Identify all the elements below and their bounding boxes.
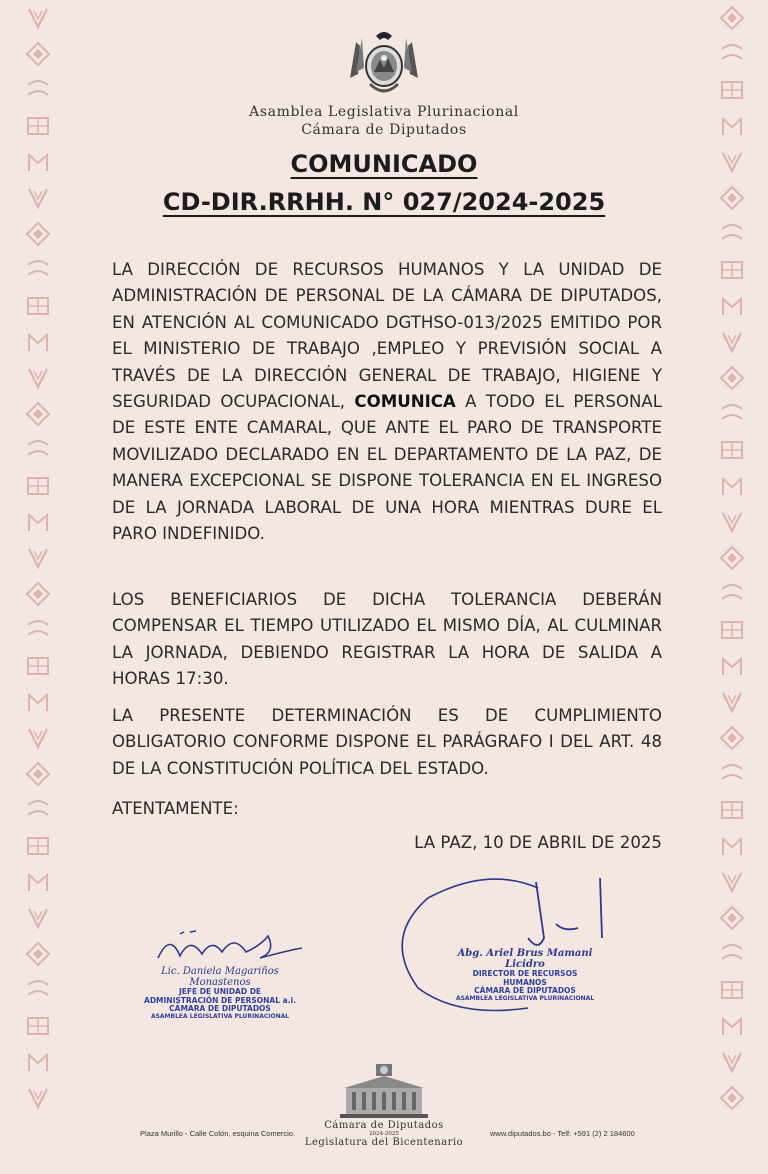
border-motif-icon [719,257,745,283]
border-motif-icon [719,5,745,31]
right-signer-role-2: CÁMARA DE DIPUTADOS [474,986,576,996]
border-motif-icon [25,1013,51,1039]
paragraph-3: LA PRESENTE DETERMINACIÓN ES DE CUMPLIMIENTO OBLIGATORIO CONFORME DISPONE EL PARÁGRAFO I DEL ART. 48 DE LA CONSTITUCIÓN POLÍTICA DEL ESTADO. [112,706,662,778]
border-motif-icon [25,509,51,535]
border-motif-icon [25,77,51,103]
border-motif-icon [25,833,51,859]
institution-name: Asamblea Legislativa Plurinacional [249,104,519,120]
border-motif-icon [25,797,51,823]
border-motif-icon [25,869,51,895]
border-motif-icon [25,977,51,1003]
right-signer-role-1: DIRECTOR DE RECURSOS HUMANOS [472,969,578,987]
border-motif-icon [25,365,51,391]
border-motif-icon [719,77,745,103]
footer-logo-text [0,1120,768,1148]
border-motif-icon [25,1085,51,1111]
border-motif-icon [719,653,745,679]
border-motif-icon [719,437,745,463]
border-motif-icon [25,437,51,463]
bolivia-coat-of-arms-icon [346,28,422,100]
border-motif-icon [25,689,51,715]
border-motif-icon [25,617,51,643]
border-motif-icon [719,761,745,787]
border-motif-icon [719,581,745,607]
border-motif-icon [719,1085,745,1111]
comunica-emphasis: COMUNICA [354,392,456,412]
footer-address: Plaza Murillo - Calle Colón, esquina Comercio. [140,1129,296,1138]
border-motif-icon [25,725,51,751]
border-motif-icon [25,41,51,67]
document-title: COMUNICADO [290,150,478,178]
border-motif-icon [719,617,745,643]
right-signer-role-3: ASAMBLEA LEGISLATIVA PLURINACIONAL [455,994,595,1002]
border-motif-icon [25,401,51,427]
paragraph-2: LOS BENEFICIARIOS DE DICHA TOLERANCIA DEBERÁN COMPENSAR EL TIEMPO UTILIZADO EL MISMO DÍA, AL CULMINAR LA JORNADA, DEBIENDO REGISTRAR LA HORA DE SALIDA A HORAS 17:30. [112,590,662,689]
border-motif-icon [25,905,51,931]
border-motif-icon [719,1013,745,1039]
border-motif-icon [25,941,51,967]
border-motif-icon [719,41,745,67]
left-signer-role-3: CÁMARA DE DIPUTADOS [169,1004,271,1014]
footer-contact: www.diputados.bo - Telf: +591 (2) 2 184600 [490,1129,635,1138]
left-signer-name: Lic. Daniela Magariños Monastenos [161,966,279,988]
border-motif-icon [25,329,51,355]
closing-salutation: ATENTAMENTE: [112,799,239,818]
border-motif-icon [719,473,745,499]
chamber-name: Cámara de Diputados [301,122,467,138]
border-motif-icon [25,5,51,31]
chamber-building-logo-icon [336,1058,432,1120]
border-motif-icon [719,221,745,247]
left-signer-role-4: ASAMBLEA LEGISLATIVA PLURINACIONAL [150,1012,290,1020]
border-motif-icon [719,869,745,895]
border-motif-icon [719,833,745,859]
border-motif-icon [25,545,51,571]
paragraph-1-end: A TODO EL PERSONAL DE ESTE ENTE CAMARAL, QUE ANTE EL PARO DE TRANSPORTE MOVILIZADO DECLARADO EN EL DEPARTAMENTO DE LA PAZ, DE MANERA EXCEPCIONAL SE DISPONE TOLERANCIA EN EL INGRESO DE LA JORNADA LABORAL DE UNA HORA MIENTRAS DURE EL PARO INDEFINIDO. [112,392,662,544]
right-signature-block [450,948,600,1003]
border-motif-icon [719,401,745,427]
left-signer-role-2: ADMINISTRACIÓN DE PERSONAL a.i. [144,995,296,1005]
border-motif-icon [719,797,745,823]
border-motif-icon [719,365,745,391]
border-motif-icon [719,509,745,535]
border-motif-icon [719,725,745,751]
border-motif-icon [719,977,745,1003]
border-motif-icon [25,473,51,499]
right-signer-name: Abg. Ariel Brus Mamani Licidro [457,948,593,970]
paragraph-1-start: LA DIRECCIÓN DE RECURSOS HUMANOS Y LA UNIDAD DE ADMINISTRACIÓN DE PERSONAL DE LA CÁMARA DE DIPUTADOS, EN ATENCIÓN AL COMUNICADO DGTHSO-013/2025 EMITIDO POR EL MINISTERIO DE TRABAJO ,EMPLEO Y PREVISIÓN SOCIAL A TRAVÉS DE LA DIRECCIÓN GENERAL DE TRABAJO, HIGIENE Y SEGURIDAD OCUPACIONAL, [112,260,662,412]
border-motif-icon [25,257,51,283]
border-motif-icon [719,545,745,571]
footer-logo-title: Cámara de Diputados [324,1120,444,1131]
border-motif-icon [719,1049,745,1075]
border-motif-icon [719,905,745,931]
left-signer-role-1: JEFE DE UNIDAD DE [178,987,262,996]
paragraph-1 [112,257,662,547]
footer-logo-subtitle: Legislatura del Bicentenario [304,1137,464,1148]
date-line: LA PAZ, 10 DE ABRIL DE 2025 [414,833,662,852]
left-signature-scribble [150,922,310,972]
border-motif-icon [719,293,745,319]
border-motif-icon [25,581,51,607]
border-motif-icon [25,293,51,319]
footer-logo-years: 2024-2025 [369,1131,399,1137]
border-motif-icon [25,653,51,679]
border-motif-icon [25,221,51,247]
border-motif-icon [719,689,745,715]
border-motif-icon [25,761,51,787]
border-motif-icon [719,329,745,355]
document-reference: CD-DIR.RRHH. N° 027/2024-2025 [162,188,606,216]
left-signature-block [140,966,300,1021]
border-motif-icon [25,1049,51,1075]
border-motif-icon [719,941,745,967]
